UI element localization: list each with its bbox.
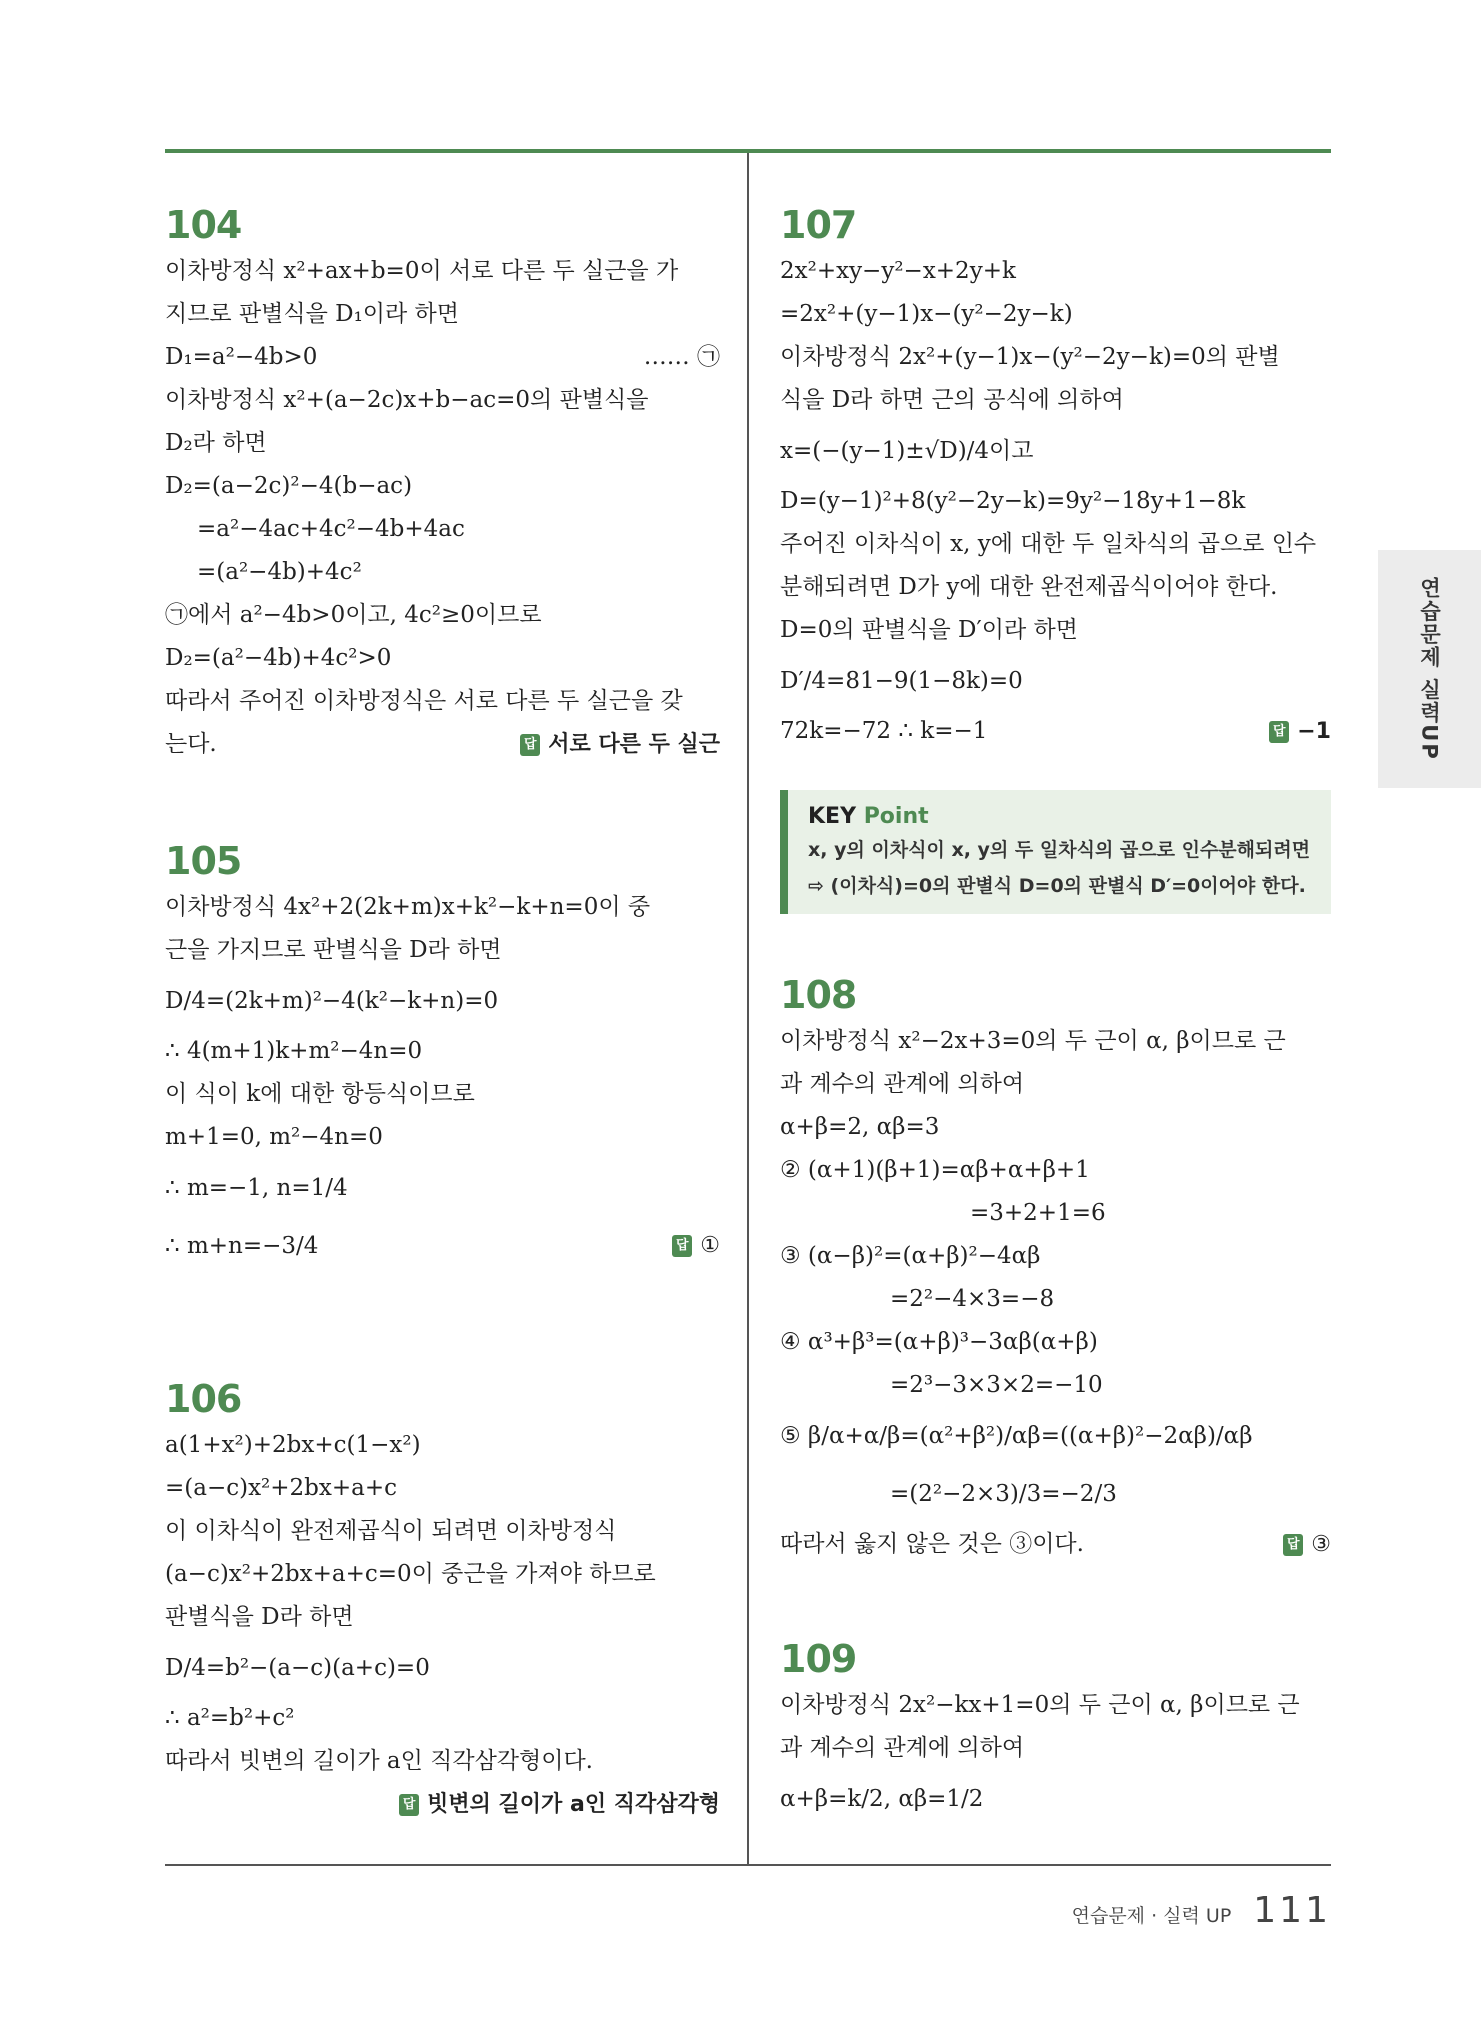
footer-section-label: 연습문제 · 실력 UP bbox=[1071, 1905, 1232, 1927]
equation-tag: …… ㉠ bbox=[643, 344, 720, 370]
solution-line: =(a²−4b)+4c² bbox=[197, 559, 362, 585]
solution-line: 이차방정식 x²+(a−2c)x+b−ac=0의 판별식을 bbox=[165, 387, 649, 413]
solution-line: a(1+x²)+2bx+c(1−x²) bbox=[165, 1432, 421, 1458]
equation: ∴ m+n=−3/4 bbox=[165, 1233, 319, 1259]
text: 는다. bbox=[165, 731, 217, 757]
solution-line: 과 계수의 관계에 의하여 bbox=[780, 1071, 1025, 1097]
bottom-rule bbox=[165, 1864, 1331, 1866]
answer-badge: 답 bbox=[520, 734, 540, 756]
solution-line: 지므로 판별식을 D₁이라 하면 bbox=[165, 301, 459, 327]
problem-105 bbox=[165, 836, 720, 1275]
solution-line: m+1=0, m²−4n=0 bbox=[165, 1124, 383, 1150]
point-label: Point bbox=[863, 804, 929, 829]
answer bbox=[399, 1783, 720, 1826]
solution-line: =2³−3×3×2=−10 bbox=[890, 1372, 1103, 1398]
solution-line: D/4=b²−(a−c)(a+c)=0 bbox=[165, 1655, 430, 1681]
solution-line: ④ α³+β³=(α+β)³−3αβ(α+β) bbox=[780, 1329, 1098, 1355]
chapter-side-tab bbox=[1378, 550, 1481, 788]
answer bbox=[520, 723, 720, 766]
solution-line: 2x²+xy−y²−x+2y+k bbox=[780, 258, 1016, 284]
solution-line: ∴ a²=b²+c² bbox=[165, 1705, 295, 1731]
solution-line: D=(y−1)²+8(y²−2y−k)=9y²−18y+1−8k bbox=[780, 488, 1246, 514]
solution-line: D/4=(2k+m)²−4(k²−k+n)=0 bbox=[165, 988, 499, 1014]
solution-line bbox=[780, 710, 1331, 753]
solution-line: (a−c)x²+2bx+a+c=0이 중근을 가져야 하므로 bbox=[165, 1561, 656, 1587]
page-number: 111 bbox=[1253, 1890, 1331, 1931]
side-tab-label: 연습문제 실력UP bbox=[1417, 577, 1442, 761]
key-point-line: ⇨ (이차식)=0의 판별식 D=0의 판별식 D′=0이어야 한다. bbox=[808, 875, 1306, 897]
solution-line: ③ (α−β)²=(α+β)²−4αβ bbox=[780, 1243, 1041, 1269]
solution-line bbox=[165, 336, 720, 379]
answer-text: 빗변의 길이가 a인 직각삼각형 bbox=[427, 1792, 720, 1817]
problem-number: 108 bbox=[780, 973, 857, 1017]
solution-line: 판별식을 D라 하면 bbox=[165, 1604, 354, 1630]
answer bbox=[1269, 710, 1331, 753]
page-footer bbox=[1072, 1890, 1331, 1931]
solution-line: =2x²+(y−1)x−(y²−2y−k) bbox=[780, 301, 1073, 327]
solution-line: 이차방정식 4x²+2(2k+m)x+k²−k+n=0이 중 bbox=[165, 894, 651, 920]
problem-number: 106 bbox=[165, 1377, 242, 1421]
problem-number: 105 bbox=[165, 839, 242, 883]
problem-109 bbox=[780, 1634, 1331, 1828]
answer bbox=[1283, 1523, 1331, 1566]
key-point-line: x, y의 이차식이 x, y의 두 일차식의 곱으로 인수분해되려면 bbox=[808, 839, 1311, 861]
problem-104 bbox=[165, 200, 720, 766]
solution-line: D₂=(a−2c)²−4(b−ac) bbox=[165, 473, 413, 499]
solution-line: ∴ 4(m+1)k+m²−4n=0 bbox=[165, 1038, 423, 1064]
answer bbox=[672, 1217, 720, 1275]
solution-line: D₂라 하면 bbox=[165, 430, 267, 456]
solution-line: 식을 D라 하면 근의 공식에 의하여 bbox=[780, 387, 1124, 413]
solution-line: α+β=k/2, αβ=1/2 bbox=[780, 1786, 984, 1812]
solution-line: ② (α+1)(β+1)=αβ+α+β+1 bbox=[780, 1157, 1090, 1183]
problem-number: 104 bbox=[165, 203, 242, 247]
solution-line: 주어진 이차식이 x, y에 대한 두 일차식의 곱으로 인수 bbox=[780, 531, 1317, 557]
solution-line bbox=[165, 1217, 720, 1275]
solution-line: 이 이차식이 완전제곱식이 되려면 이차방정식 bbox=[165, 1518, 617, 1544]
answer-text: −1 bbox=[1297, 719, 1331, 744]
answer-badge: 답 bbox=[1269, 721, 1289, 743]
answer-badge: 답 bbox=[672, 1235, 692, 1257]
solution-line: 근을 가지므로 판별식을 D라 하면 bbox=[165, 937, 502, 963]
solution-line bbox=[780, 1523, 1331, 1566]
key-point-title bbox=[808, 802, 1331, 832]
solution-line: ⑤ β/α+α/β=(α²+β²)/αβ=((α+β)²−2αβ)/αβ bbox=[780, 1423, 1253, 1449]
key-point-box bbox=[780, 790, 1331, 914]
solution-line: 이 식이 k에 대한 항등식이므로 bbox=[165, 1081, 475, 1107]
solution-line: ㉠에서 a²−4b>0이고, 4c²≥0이므로 bbox=[165, 602, 542, 628]
column-divider bbox=[747, 153, 749, 1865]
solution-line: 과 계수의 관계에 의하여 bbox=[780, 1735, 1025, 1761]
answer-text: 서로 다른 두 실근 bbox=[548, 732, 720, 757]
answer-badge: 답 bbox=[399, 1794, 419, 1816]
solution-line: 이차방정식 2x²+(y−1)x−(y²−2y−k)=0의 판별 bbox=[780, 344, 1280, 370]
answer-row bbox=[165, 1783, 720, 1826]
solution-line: 이차방정식 x²−2x+3=0의 두 근이 α, β이므로 근 bbox=[780, 1028, 1286, 1054]
equation: D₁=a²−4b>0 bbox=[165, 344, 318, 370]
solution-line: D₂=(a²−4b)+4c²>0 bbox=[165, 645, 392, 671]
problem-107 bbox=[780, 200, 1331, 753]
problem-106 bbox=[165, 1374, 720, 1826]
solution-line: α+β=2, αβ=3 bbox=[780, 1114, 940, 1140]
solution-line: D′/4=81−9(1−8k)=0 bbox=[780, 668, 1023, 694]
solution-line: ∴ m=−1, n=1/4 bbox=[165, 1175, 348, 1201]
problem-number: 109 bbox=[780, 1637, 857, 1681]
solution-line bbox=[165, 723, 720, 766]
solution-line: 이차방정식 x²+ax+b=0이 서로 다른 두 실근을 가 bbox=[165, 258, 679, 284]
solution-line: =(a−c)x²+2bx+a+c bbox=[165, 1475, 398, 1501]
answer-text: ① bbox=[700, 1233, 720, 1258]
solution-line: x=(−(y−1)±√D)/4이고 bbox=[780, 438, 1034, 464]
key-label: KEY bbox=[808, 804, 857, 829]
equation: 72k=−72 ∴ k=−1 bbox=[780, 718, 988, 744]
solution-line: =3+2+1=6 bbox=[970, 1200, 1106, 1226]
solution-line: =(2²−2×3)/3=−2/3 bbox=[890, 1481, 1117, 1507]
text: 따라서 옳지 않은 것은 ③이다. bbox=[780, 1531, 1084, 1557]
answer-text: ③ bbox=[1311, 1532, 1331, 1557]
solution-line: 이차방정식 2x²−kx+1=0의 두 근이 α, β이므로 근 bbox=[780, 1692, 1300, 1718]
solution-line: D=0의 판별식을 D′이라 하면 bbox=[780, 617, 1078, 643]
solution-line: 따라서 빗변의 길이가 a인 직각삼각형이다. bbox=[165, 1748, 593, 1774]
solution-line: 따라서 주어진 이차방정식은 서로 다른 두 실근을 갖 bbox=[165, 688, 683, 714]
problem-108 bbox=[780, 970, 1331, 1566]
solution-line: =2²−4×3=−8 bbox=[890, 1286, 1055, 1312]
solution-line: =a²−4ac+4c²−4b+4ac bbox=[197, 516, 465, 542]
problem-number: 107 bbox=[780, 203, 857, 247]
solution-line: 분해되려면 D가 y에 대한 완전제곱식이어야 한다. bbox=[780, 574, 1278, 600]
answer-badge: 답 bbox=[1283, 1534, 1303, 1556]
